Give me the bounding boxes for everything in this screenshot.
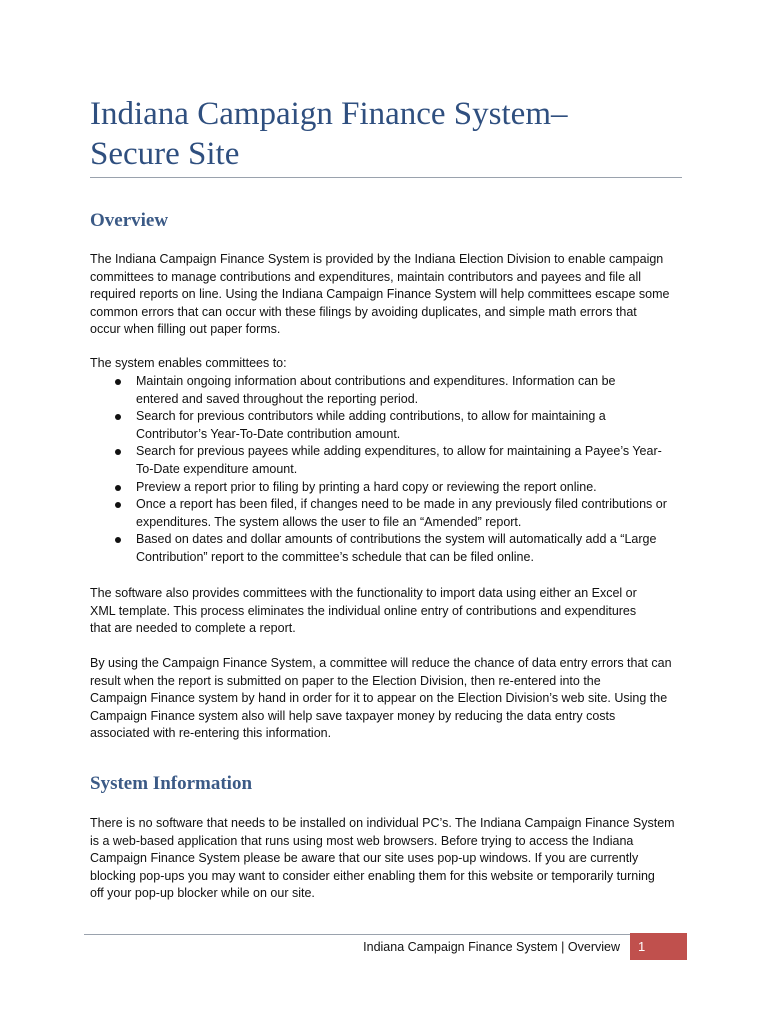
overview-heading: Overview xyxy=(90,210,169,231)
list-item xyxy=(90,531,690,566)
system-information-paragraph: There is no software that needs to be installed on individual PC’s. The Indiana Campaign Finance System is a web-based application that runs using most web browsers. Before trying to access the Indiana Campaign Finance System please be aware that our site uses pop-up windows. If you are currently blocking pop-ups you may want to consider either enabling them for this website or temporarily turning off your pop-up blocker while on our site. xyxy=(90,816,675,901)
list-item xyxy=(90,443,690,478)
list-item-text: Search for previous payees while adding expenditures, to allow for maintaining a Payee’s Year- To-Date expenditure amount. xyxy=(136,444,662,476)
list-item xyxy=(90,408,690,443)
bullet-icon xyxy=(115,537,121,543)
system-information-heading: System Information xyxy=(90,773,253,794)
list-item xyxy=(90,479,690,497)
overview-intro: The system enables committees to: xyxy=(90,356,287,370)
page-number: 1 xyxy=(630,933,687,960)
bullet-icon xyxy=(115,485,121,491)
capabilities-list xyxy=(90,373,690,567)
overview-paragraph-1: The Indiana Campaign Finance System is provided by the Indiana Election Division to enable campaign committees to manage contributions and expenditures, maintain contributors and payees and file all required reports on line. Using the Indiana Campaign Finance System will help committees escape some common errors that can occur with these filings by avoiding duplicates, and simple math errors that occur when filling out paper forms. xyxy=(90,252,670,337)
bullet-icon xyxy=(115,379,121,385)
document-title: Indiana Campaign Finance System– Secure Site xyxy=(90,96,568,172)
overview-paragraph-2: The software also provides committees with the functionality to import data using either an Excel or XML template. This process eliminates the individual online entry of contributions and expenditures that are needed to complete a report. xyxy=(90,586,637,636)
list-item-text: Based on dates and dollar amounts of contributions the system will automatically add a “Large Contribution” report to the committee’s schedule that can be filed online. xyxy=(136,532,657,564)
list-item xyxy=(90,373,690,408)
title-divider xyxy=(90,177,682,178)
list-item-text: Maintain ongoing information about contributions and expenditures. Information can be entered and saved throughout the reporting period. xyxy=(136,374,616,406)
bullet-icon xyxy=(115,502,121,508)
bullet-icon xyxy=(115,414,121,420)
bullet-icon xyxy=(115,449,121,455)
footer-divider xyxy=(84,934,630,935)
footer-text: Indiana Campaign Finance System | Overview xyxy=(363,940,620,954)
list-item-text: Search for previous contributors while adding contributions, to allow for maintaining a Contributor’s Year-To-Date contribution amount. xyxy=(136,409,606,441)
list-item xyxy=(90,496,690,531)
list-item-text: Preview a report prior to filing by printing a hard copy or reviewing the report online. xyxy=(136,479,597,494)
list-item-text: Once a report has been filed, if changes need to be made in any previously filed contributions or expenditures. The system allows the user to file an “Amended” report. xyxy=(136,497,667,529)
overview-paragraph-3: By using the Campaign Finance System, a committee will reduce the chance of data entry errors that can result when the report is submitted on paper to the Election Division, then re-entered into the Campaign Finance system by hand in order for it to appear on the Election Division’s web site. Using the Campaign Finance system also will help save taxpayer money by reducing the data entry costs associated with re-entering this information. xyxy=(90,656,672,741)
